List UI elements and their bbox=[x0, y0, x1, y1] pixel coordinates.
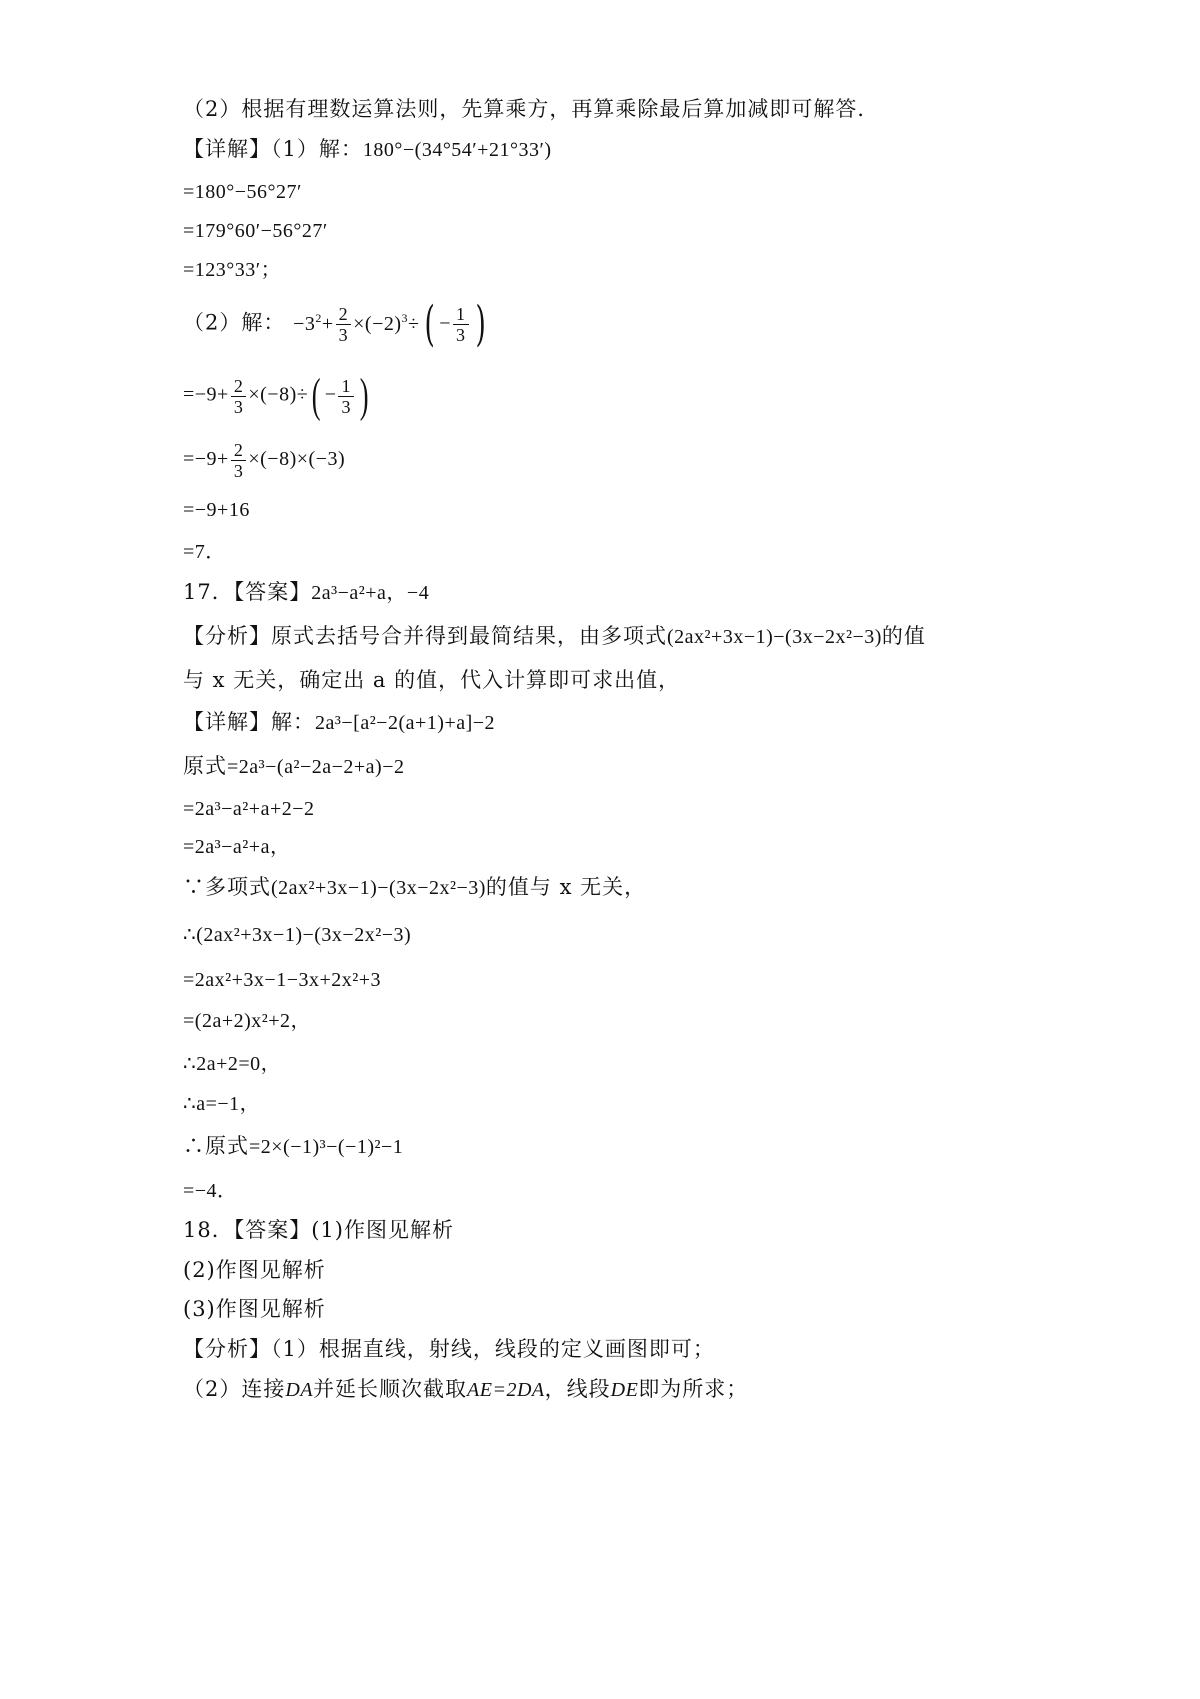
text-line-18: ∵多项式(2ax²+3x−1)−(3x−2x²−3)的值与 x 无关， bbox=[183, 875, 647, 899]
math-line-20: =2ax²+3x−1−3x+2x²+3 bbox=[183, 969, 382, 991]
math-line-05: =123°33′； bbox=[183, 259, 282, 281]
text-line-01: （2）根据有理数运算法则，先算乘方，再算乘除最后算加减即可解答． bbox=[183, 97, 880, 121]
math-line-09: =−9+16 bbox=[183, 499, 250, 521]
math-line-08: =−9+ $\frac{2}{3}$ ×(−8)×(−3) bbox=[183, 440, 346, 481]
math-line-25: =−4． bbox=[183, 1180, 238, 1202]
math-line-22: ∴2a+2=0， bbox=[183, 1053, 282, 1075]
fraction-one-third: $\frac{1}{3}$ bbox=[453, 304, 469, 345]
math-line-23: ∴a=−1， bbox=[183, 1093, 261, 1115]
math-expression: 180°−(34°54′+21°33′) bbox=[362, 139, 552, 161]
detail-17: 【详解】解：2a³−[a²−2(a+1)+a]−2 bbox=[183, 710, 496, 734]
answer-18-part2: (2)作图见解析 bbox=[183, 1258, 326, 1282]
math-line-19: ∴(2ax²+3x−1)−(3x−2x²−3) bbox=[183, 924, 412, 946]
math-line-21: =(2a+2)x²+2， bbox=[183, 1010, 312, 1032]
polynomial-expression: (2ax²+3x−1)−(3x−2x²−3) bbox=[667, 626, 882, 648]
text-line-30: （2）连接DA并延长顺次截取AE=2DA，线段DE即为所求； bbox=[183, 1377, 749, 1401]
big-paren-close: ) bbox=[474, 296, 486, 352]
math-line-04: =179°60′−56°27′ bbox=[183, 220, 328, 242]
text-line-13: 与 x 无关，确定出 a 的值，代入计算即可求出值， bbox=[183, 668, 681, 692]
part-label: （2）解： bbox=[183, 310, 286, 335]
answer-expression: 2a³−a²+a，−4 bbox=[311, 582, 430, 604]
text-line-02 bbox=[183, 135, 552, 164]
fraction-two-thirds: $\frac{2}{3}$ bbox=[231, 440, 247, 481]
big-paren-open: ( bbox=[423, 296, 435, 352]
detail-label: 【详解】（1）解： bbox=[183, 137, 363, 161]
answer-17: 17．【答案】2a³−a²+a，−4 bbox=[183, 580, 430, 604]
math-line-10: =7． bbox=[183, 541, 226, 563]
text-line-15: 原式=2a³−(a²−2a−2+a)−2 bbox=[183, 754, 405, 778]
math-line-03: =180°−56°27′ bbox=[183, 181, 302, 203]
answer-18-part3: (3)作图见解析 bbox=[183, 1297, 326, 1321]
math-line-16: =2a³−a²+a+2−2 bbox=[183, 798, 315, 820]
text-line-06: （2）解： $-3^2+$ $\frac{2}{3}$ $\times(-2)^3\div$( − $\frac{1}{3}$ ) bbox=[183, 296, 486, 352]
math-line-07: =−9+ $\frac{2}{3}$ ×(−8)÷( − $\frac{1}{3}$ ) bbox=[183, 369, 369, 422]
math-line-17: =2a³−a²+a， bbox=[183, 836, 291, 858]
fraction-two-thirds: $\frac{2}{3}$ bbox=[336, 304, 352, 345]
analysis-18: 【分析】（1）根据直线，射线，线段的定义画图即可； bbox=[183, 1337, 715, 1361]
math-expression: 2a³−[a²−2(a+1)+a]−2 bbox=[315, 712, 496, 734]
math-term: $-3^2+$ bbox=[293, 310, 334, 335]
text-line-24: ∴原式=2×(−1)³−(−1)²−1 bbox=[183, 1134, 404, 1158]
fraction-one-third: $\frac{1}{3}$ bbox=[338, 376, 354, 417]
analysis-17: 【分析】原式去括号合并得到最简结果，由多项式(2ax²+3x−1)−(3x−2x²−3)的值 bbox=[183, 624, 926, 648]
fraction-two-thirds: $\frac{2}{3}$ bbox=[231, 376, 247, 417]
answer-18: 18．【答案】(1)作图见解析 bbox=[183, 1218, 454, 1242]
